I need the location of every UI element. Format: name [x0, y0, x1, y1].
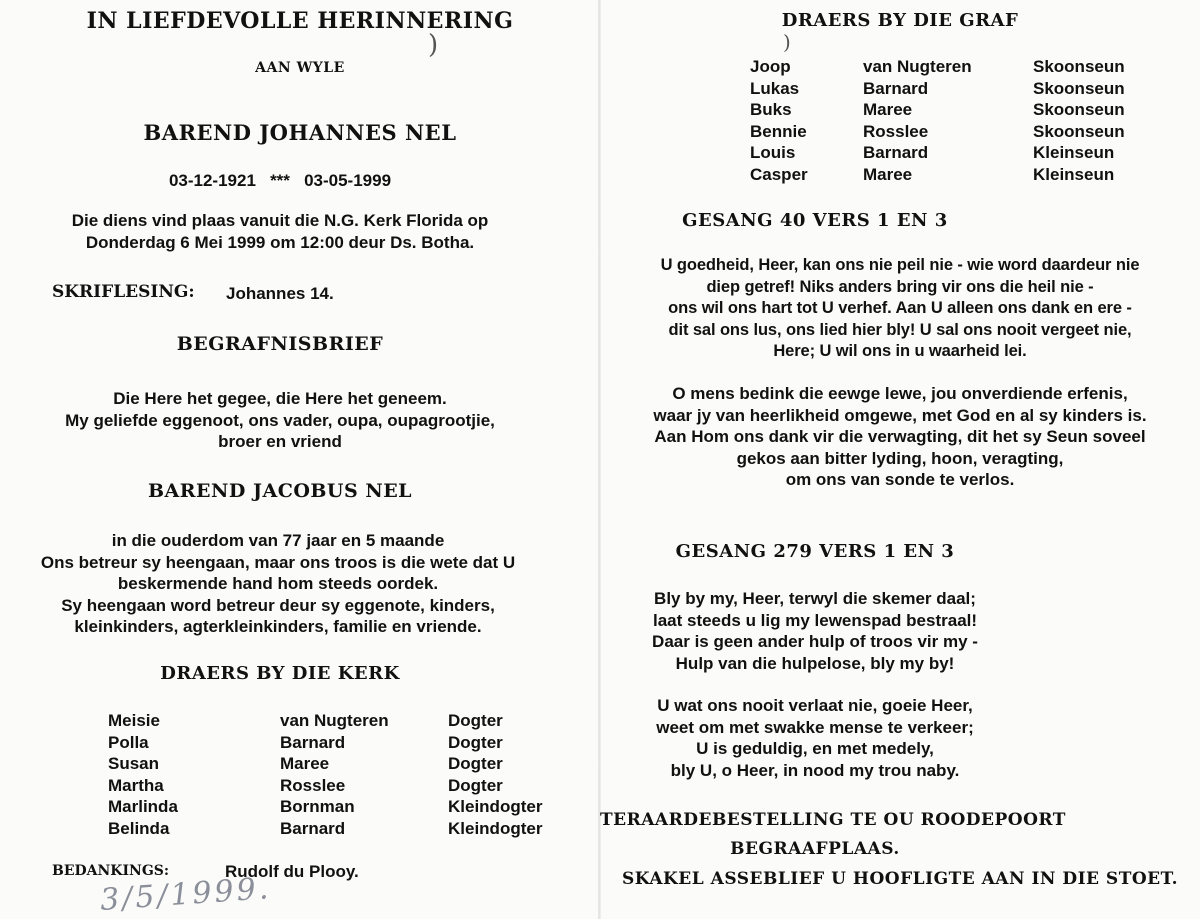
table-row	[108, 732, 542, 754]
thanks-label: BEDANKINGS:	[52, 863, 170, 879]
life-dates: 03-12-1921 *** 03-05-1999	[168, 171, 392, 190]
hymn-279-verse-3	[600, 695, 1030, 781]
service-line: Die diens vind plaas vanuit die N.G. Kerk Florida op	[71, 211, 489, 230]
service-details	[0, 210, 560, 253]
table-row	[108, 775, 542, 797]
verse-line: weet om met swakke mense te verkeer;	[656, 717, 974, 737]
table-row	[108, 796, 542, 818]
verse-line: waar jy van heerlikheid omgewe, met God en al sy kinders is.	[653, 405, 1147, 425]
bearer-surname: Barnard	[280, 732, 346, 752]
tribute-text	[0, 530, 556, 638]
bearer-first-name: Marlinda	[108, 797, 178, 816]
bearer-first-name: Louis	[750, 143, 796, 162]
bearer-surname: Barnard	[863, 78, 929, 98]
bearer-first-name: Belinda	[108, 818, 170, 838]
bearer-first-name: Martha	[108, 775, 164, 795]
church-bearers-heading: DRAERS BY DIE KERK	[160, 663, 400, 684]
memorial-title: IN LIEFDEVOLLE HERINNERING	[86, 8, 514, 34]
tribute-line: Ons betreur sy heengaan, maar ons troos is die wete dat U	[40, 552, 516, 572]
table-row	[108, 818, 542, 840]
bearer-surname: Maree	[863, 100, 913, 119]
hymn-40-verse-3	[600, 383, 1200, 491]
verse-line: diep getref! Niks anders bring vir ons die heil nie -	[706, 277, 1094, 296]
bearer-first-name: Meisie	[108, 711, 160, 730]
bearer-relation: Dogter	[448, 775, 503, 795]
table-row	[750, 56, 1125, 78]
table-row	[750, 99, 1125, 121]
bearer-first-name: Buks	[750, 100, 792, 119]
bearer-relation: Dogter	[448, 732, 503, 752]
deceased-full-name: BAREND JACOBUS NEL	[147, 480, 413, 502]
bearer-relation: Skoonseun	[1033, 78, 1125, 98]
pen-mark: )	[428, 30, 439, 60]
verse-line: bly U, o Heer, in nood my trou naby.	[670, 760, 960, 780]
grave-bearers-table	[750, 56, 1125, 185]
bearer-relation: Kleinseun	[1033, 164, 1115, 184]
bearer-surname: Maree	[863, 164, 913, 184]
verse-line: dit sal ons lus, ons lied hier bly! U sal ons nooit vergeet nie,	[668, 320, 1132, 339]
bearer-surname: Rosslee	[280, 775, 346, 795]
verse-line: gekos aan bitter lyding, hoon, veragting,	[736, 448, 1064, 468]
verse-line: Bly by my, Heer, terwyl die skemer daal;	[654, 589, 976, 608]
hymn-40-verse-1	[600, 255, 1200, 363]
tribute-line: kleinkinders, agterkleinkinders, familie en vriende.	[74, 617, 482, 636]
table-row	[750, 142, 1125, 164]
letter-heading: BEGRAFNISBRIEF	[176, 333, 384, 355]
table-row	[750, 121, 1125, 143]
bearer-relation: Kleinseun	[1033, 143, 1115, 162]
burial-line-2: BEGRAAFPLAAS.	[730, 839, 900, 859]
bearer-surname: Barnard	[863, 143, 929, 162]
bearer-relation: Skoonseun	[1033, 57, 1125, 76]
bearer-first-name: Polla	[108, 732, 149, 752]
bearer-surname: van Nugteren	[280, 711, 389, 730]
burial-line-1: TERAARDEBESTELLING TE OU ROODEPOORT	[600, 810, 1066, 830]
reading-value: Johannes 14.	[226, 284, 334, 303]
procession-notice: SKAKEL ASSEBLIEF U HOOFLIGTE AAN IN DIE STOET.	[621, 869, 1179, 889]
tribute-line: beskermende hand hom steeds oordek.	[117, 574, 439, 593]
handwritten-date: 3/5/1999.	[98, 871, 273, 918]
bearer-surname: Rosslee	[863, 121, 929, 141]
table-row	[750, 164, 1125, 186]
bearer-relation: Dogter	[448, 754, 503, 773]
grave-bearers-heading: DRAERS BY DIE GRAF	[781, 10, 1019, 31]
verse-line: U wat ons nooit verlaat nie, goeie Heer,	[657, 696, 973, 715]
table-row	[750, 78, 1125, 100]
verse-line: Aan Hom ons dank vir die verwagting, dit het sy Seun soveel	[654, 427, 1146, 446]
bearer-first-name: Bennie	[750, 121, 807, 141]
letter-text	[0, 388, 560, 453]
verse-line: om ons van sonde te verlos.	[785, 470, 1015, 489]
verse-line: laat steeds u lig my lewenspad bestraal!	[652, 610, 978, 630]
bearer-relation: Skoonseun	[1033, 121, 1125, 141]
tribute-line: Sy heengaan word betreur deur sy eggenote, kinders,	[61, 595, 495, 615]
hymn-40-heading: GESANG 40 VERS 1 EN 3	[682, 210, 948, 231]
deceased-name: BAREND JOHANNES NEL	[143, 120, 457, 145]
bearer-surname: Bornman	[280, 797, 355, 816]
bearer-relation: Dogter	[448, 711, 503, 730]
verse-line: U is geduldig, en met medely,	[696, 739, 934, 758]
thanks-value: Rudolf du Plooy.	[225, 862, 359, 881]
bearer-first-name: Casper	[750, 164, 808, 184]
table-row	[108, 710, 542, 732]
reading-label: SKRIFLESING:	[52, 282, 195, 302]
bearer-surname: Barnard	[280, 818, 346, 838]
memorial-subtitle: AAN WYLE	[255, 60, 345, 76]
verse-line: U goedheid, Heer, kan ons nie peil nie - wie word daardeur nie	[660, 256, 1140, 274]
verse-line: ons wil ons hart tot U verhef. Aan U alleen ons dank en ere -	[668, 299, 1132, 317]
verse-line: Hulp van die hulpelose, bly my by!	[675, 653, 955, 673]
bearer-first-name: Joop	[750, 57, 791, 76]
bearer-first-name: Lukas	[750, 78, 800, 98]
bearer-first-name: Susan	[108, 754, 160, 773]
bearer-relation: Skoonseun	[1033, 100, 1125, 119]
letter-line: Die Here het gegee, die Here het geneem.	[113, 389, 447, 408]
verse-line: Here; U wil ons in u waarheid lei.	[773, 342, 1027, 360]
service-line: Donderdag 6 Mei 1999 om 12:00 deur Ds. Botha.	[85, 232, 475, 252]
verse-line: Daar is geen ander hulp of troos vir my -	[652, 632, 978, 651]
letter-line: My geliefde eggenoot, ons vader, oupa, oupagrootjie,	[65, 410, 495, 430]
verse-line: O mens bedink die eewge lewe, jou onverdiende erfenis,	[672, 384, 1128, 403]
letter-line: broer en vriend	[218, 432, 342, 451]
right-page	[600, 0, 1200, 919]
bearer-relation: Kleindogter	[448, 818, 543, 838]
church-bearers-table	[108, 710, 542, 839]
table-row	[108, 753, 542, 775]
hymn-279-heading: GESANG 279 VERS 1 EN 3	[675, 541, 955, 562]
tribute-line: in die ouderdom van 77 jaar en 5 maande	[111, 531, 445, 550]
bearer-relation: Kleindogter	[448, 797, 543, 816]
bearer-surname: van Nugteren	[863, 57, 972, 76]
pen-mark: )	[783, 30, 791, 54]
hymn-279-verse-1	[600, 588, 1030, 674]
bearer-surname: Maree	[280, 754, 330, 773]
